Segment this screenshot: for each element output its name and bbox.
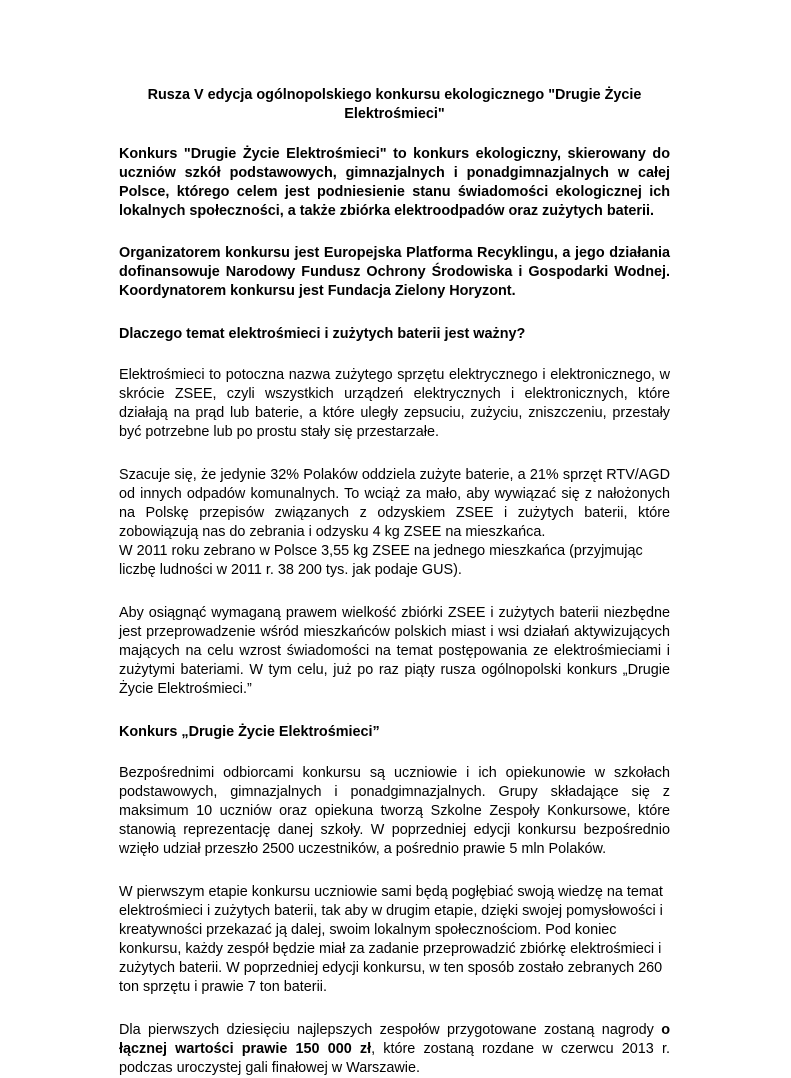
section-heading-contest: Konkurs „Drugie Życie Elektrośmieci” [119, 724, 380, 740]
paragraph-prizes [119, 1021, 670, 1078]
paragraph-collection-2011: W 2011 roku zebrano w Polsce 3,55 kg ZSEE na jednego mieszkańca (przyjmując liczbę ludności w 2011 r. 38 200 tys. jak podaje GUS). [119, 543, 643, 578]
prizes-value: o łącznej wartości prawie 150 000 zł [119, 1022, 670, 1057]
paragraph-statistics: Szacuje się, że jedynie 32% Polaków oddziela zużyte baterie, a 21% sprzęt RTV/AGD od innych odpadów komunalnych. To wciąż za mało, aby wywiązać się z nałożonych na Polskę przepisów związanych z odzyskiem ZSEE i zużytych baterii, które zobowiązują nas do zebrania i odzysku 4 kg ZSEE na mieszkańca. [119, 467, 670, 540]
document-page [119, 86, 670, 1078]
paragraph-stages: W pierwszym etapie konkursu uczniowie sami będą pogłębiać swoją wiedzę na temat elektrośmieci i zużytych baterii, tak aby w drugim etapie, dzięki swojej pomysłowości i kreatywności przekazać ją dalej, swoim lokalnym społecznościom. Pod koniec konkursu, każdy zespół będzie miał za zadanie przeprowadzić zbiórkę elektrośmieci i zużytych baterii. W poprzedniej edycji konkursu, w ten sposób zostało zebranych 260 ton sprzętu i prawie 7 ton baterii. [119, 884, 663, 995]
section-heading-why: Dlaczego temat elektrośmieci i zużytych baterii jest ważny? [119, 326, 526, 342]
paragraph-participants: Bezpośrednimi odbiorcami konkursu są uczniowie i ich opiekunowie w szkołach podstawowych, gimnazjalnych i ponadgimnazjalnych. Grupy składające się z maksimum 10 uczniów oraz opiekuna tworzą Szkolne Zespoły Konkursowe, które stanowią reprezentację danej szkoły. W poprzedniej edycji konkursu bezpośrednio wzięło udział przeszło 2500 uczestników, a pośrednio prawie 5 mln Polaków. [119, 765, 670, 857]
organizer-paragraph: Organizatorem konkursu jest Europejska Platforma Recyklingu, a jego działania dofinansowuje Narodowy Fundusz Ochrony Środowiska i Gospodarki Wodnej. Koordynatorem konkursu jest Fundacja Zielony Horyzont. [119, 245, 670, 299]
paragraph-definition: Elektrośmieci to potoczna nazwa zużytego sprzętu elektrycznego i elektronicznego, w skrócie ZSEE, czyli wszystkich urządzeń elektrycznych i elektronicznych, które działają na prąd lub baterie, a które uległy zepsuciu, zużyciu, zniszczeniu, przestały być potrzebne lub po prostu stały się przestarzałe. [119, 367, 670, 440]
prizes-text-start: Dla pierwszych dziesięciu najlepszych zespołów przygotowane zostaną nagrody [119, 1022, 662, 1038]
paragraph-goal: Aby osiągnąć wymaganą prawem wielkość zbiórki ZSEE i zużytych baterii niezbędne jest przeprowadzenie wśród mieszkańców polskich miast i wsi działań aktywizujących mających na celu wzrost świadomości na temat postępowania ze elektrośmieciami i zużytymi bateriami. W tym celu, już po raz piąty rusza ogólnopolski konkurs „Drugie Życie Elektrośmieci.” [119, 605, 670, 697]
prizes-text-end: , które zostaną rozdane w czerwcu 2013 r. podczas uroczystej gali finałowej w Warszawie. [119, 1041, 670, 1076]
intro-paragraph: Konkurs "Drugie Życie Elektrośmieci" to konkurs ekologiczny, skierowany do uczniów szkół podstawowych, gimnazjalnych i ponadgimnazjalnych w całej Polsce, którego celem jest podniesienie stanu świadomości ekologicznej ich lokalnych społeczności, a także zbiórka elektroodpadów oraz zużytych baterii. [119, 146, 670, 219]
document-title: Rusza V edycja ogólnopolskiego konkursu ekologicznego "Drugie Życie Elektrośmieci" [147, 87, 642, 122]
